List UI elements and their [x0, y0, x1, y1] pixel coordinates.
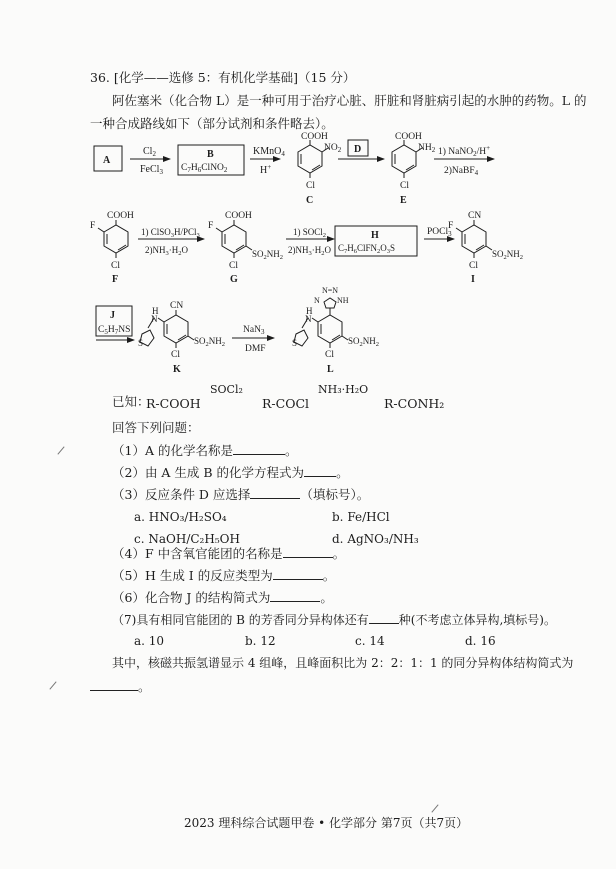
- subquestion-1: （1）A 的化学名称是 。: [112, 443, 298, 458]
- q7-followup-answer: 。: [90, 678, 151, 695]
- svg-text:SO2NH2: $SO_2NH_2$: [348, 336, 380, 348]
- svg-text:Cl: Cl: [111, 261, 120, 271]
- answer-blank-7[interactable]: [369, 611, 399, 624]
- answer-blank-1[interactable]: [233, 442, 285, 455]
- q3-option-b: b. Fe/HCl: [332, 510, 390, 524]
- svg-text:DMF: DMF: [245, 344, 266, 354]
- q7-option-c: c. 14: [355, 634, 385, 648]
- svg-text:SO2NH2: $SO_2NH_2$: [194, 336, 226, 348]
- answer-blank-8[interactable]: [90, 678, 138, 691]
- question-title: 36. [化学——选修 5：有机化学基础]（15 分）: [90, 70, 356, 85]
- answer-blank-5[interactable]: [273, 567, 323, 580]
- compound-a-label: A: [103, 155, 111, 166]
- svg-text:Cl: Cl: [400, 181, 409, 191]
- svg-text:L: L: [327, 364, 334, 375]
- known-prefix: 已知：: [112, 394, 150, 409]
- svg-text:C5H7NS: $C_5H_7NS$: [98, 325, 131, 336]
- subquestion-2: （2）由 A 生成 B 的化学方程式为 。: [112, 465, 349, 480]
- svg-text:F: F: [112, 274, 119, 285]
- svg-text:COOH: COOH: [301, 132, 328, 142]
- svg-text:Cl: Cl: [306, 181, 315, 191]
- benzene-ring-k: [164, 315, 188, 343]
- q3-option-c: c. NaOH/C₂H₅OH: [134, 532, 240, 546]
- subquestion-3: （3）反应条件 D 应选择 （填标号）。: [112, 487, 370, 502]
- benzene-ring-c: [298, 145, 322, 173]
- q3-option-a: a. HNO₃/H₂SO₄: [134, 510, 227, 524]
- svg-text:2)NaBF4: 2)NaBF$_4$: [444, 166, 479, 177]
- subquestion-7: （7)具有相同官能团的 B 的芳香同分异构体还有 种(不考虑立体异构,填标号)。: [112, 613, 556, 627]
- svg-text:COOH: COOH: [395, 132, 422, 142]
- svg-text:NH2: $NH_2$: [418, 143, 436, 154]
- benzene-ring-l: [318, 315, 342, 343]
- svg-text:COOH: COOH: [225, 211, 252, 221]
- q7-option-b: b. 12: [245, 634, 276, 648]
- benzene-ring-g: [222, 225, 246, 253]
- svg-text:1) SOCl2: 1) SOCl$_2$: [293, 227, 327, 239]
- q7-option-a: a. 10: [134, 634, 165, 648]
- svg-text:S: S: [292, 338, 298, 348]
- pen-mark: [49, 681, 56, 689]
- svg-text:H: H: [371, 230, 379, 241]
- svg-text:Cl: Cl: [229, 261, 238, 271]
- svg-text:K: K: [173, 364, 181, 375]
- intro-line-2: 一种合成路线如下（部分试剂和条件略去）。: [90, 116, 334, 131]
- svg-text:F: F: [90, 221, 96, 231]
- answer-blank-3[interactable]: [250, 486, 300, 499]
- svg-text:S: S: [138, 338, 144, 348]
- svg-text:CN: CN: [170, 301, 184, 311]
- svg-text:F: F: [208, 221, 214, 231]
- known-arrow-1-label: SOCl₂: [210, 383, 243, 396]
- svg-text:G: G: [230, 274, 238, 285]
- svg-text:H: H: [306, 306, 313, 316]
- svg-text:N=N: N=N: [322, 286, 339, 295]
- svg-text:COOH: COOH: [107, 211, 134, 221]
- known-r-conh2: R-CONH₂: [384, 396, 445, 411]
- svg-text:N: N: [305, 314, 312, 324]
- svg-text:Cl: Cl: [171, 350, 180, 360]
- svg-text:Cl: Cl: [469, 261, 478, 271]
- svg-text:CN: CN: [468, 211, 482, 221]
- svg-text:C: C: [306, 195, 314, 206]
- svg-text:2)NH3·H2O: $2)NH_3\cdot H_2O$: [288, 245, 331, 257]
- pen-mark: [431, 804, 438, 812]
- svg-text:J: J: [110, 310, 115, 321]
- known-r-cocl: R-COCl: [262, 396, 310, 411]
- svg-text:H+: H+: [260, 163, 272, 176]
- benzene-ring-f: [104, 225, 128, 253]
- svg-text:NaN3: NaN$_3$: [243, 325, 265, 336]
- subquestion-5: （5）H 生成 I 的反应类型为 。: [112, 568, 336, 583]
- page-footer: 2023 理科综合试题甲卷 • 化学部分 第7页（共7页）: [184, 816, 469, 830]
- svg-text:FeCl3: FeCl$_3$: [140, 164, 163, 176]
- svg-text:D: D: [354, 144, 362, 155]
- svg-text:SO2NH2: $SO_2NH_2$: [492, 249, 524, 261]
- known-r-cooh: R-COOH: [146, 396, 201, 411]
- subquestion-6: （6）化合物 J 的结构简式为 。: [112, 590, 333, 605]
- svg-text:B: B: [207, 149, 214, 160]
- svg-text:KMnO4: KMnO$_4$: [253, 146, 285, 158]
- answer-blank-4[interactable]: [283, 545, 333, 558]
- svg-text:F: F: [448, 221, 454, 231]
- svg-text:C7H6ClFN2O3S: $C_7H_6ClFN_2O_3S$: [338, 243, 396, 255]
- svg-text:H: H: [152, 306, 159, 316]
- answer-blank-6[interactable]: [270, 589, 320, 602]
- benzene-ring-e: [392, 145, 416, 173]
- pen-mark: [57, 446, 64, 454]
- svg-text:Cl: Cl: [325, 350, 334, 360]
- q7-followup: 其中，核磁共振氢谱显示 4 组峰，且峰面积比为 2：2：1：1 的同分异构体结构简式为: [112, 656, 574, 670]
- tetrazole-ring: [324, 298, 336, 308]
- svg-text:C7H6ClNO2: $C_7H_6ClNO_2$: [181, 163, 228, 174]
- known-arrow-2-label: NH₃·H₂O: [318, 383, 369, 396]
- q7-option-d: d. 16: [465, 634, 496, 648]
- svg-text:N: N: [151, 314, 158, 324]
- svg-text:1) NaNO2/H+: 1) NaNO$_2$/H+: [438, 144, 491, 158]
- subquestion-4: （4）F 中含氧官能团的名称是 。: [112, 546, 346, 561]
- svg-text:2)NH3·H2O: $2)NH_3\cdot H_2O$: [145, 245, 188, 257]
- svg-text:N: N: [314, 296, 320, 305]
- svg-text:NO2: $NO_2$: [324, 143, 342, 154]
- intro-line-1: 阿佐塞米（化合物 L）是一种可用于治疗心脏、肝脏和肾脏病引起的水肿的药物。L 的: [112, 93, 587, 108]
- answer-blank-2[interactable]: [304, 464, 336, 477]
- answer-prompt: 回答下列问题：: [112, 420, 200, 435]
- svg-text:Cl2: $Cl_2$: [143, 146, 156, 158]
- svg-text:SO2NH2: $SO_2NH_2$: [252, 249, 284, 261]
- synthesis-scheme: [0, 0, 616, 390]
- svg-text:1) ClSO3H/PCl3: 1) ClSO$_3$H/PCl$_3$: [141, 227, 200, 239]
- svg-text:POCl3: POCl$_3$: [427, 227, 452, 238]
- benzene-ring-i: [462, 225, 486, 253]
- svg-text:I: I: [471, 274, 475, 285]
- q3-option-d: d. AgNO₃/NH₃: [332, 532, 419, 546]
- svg-text:E: E: [400, 195, 407, 206]
- svg-text:NH: NH: [337, 296, 349, 305]
